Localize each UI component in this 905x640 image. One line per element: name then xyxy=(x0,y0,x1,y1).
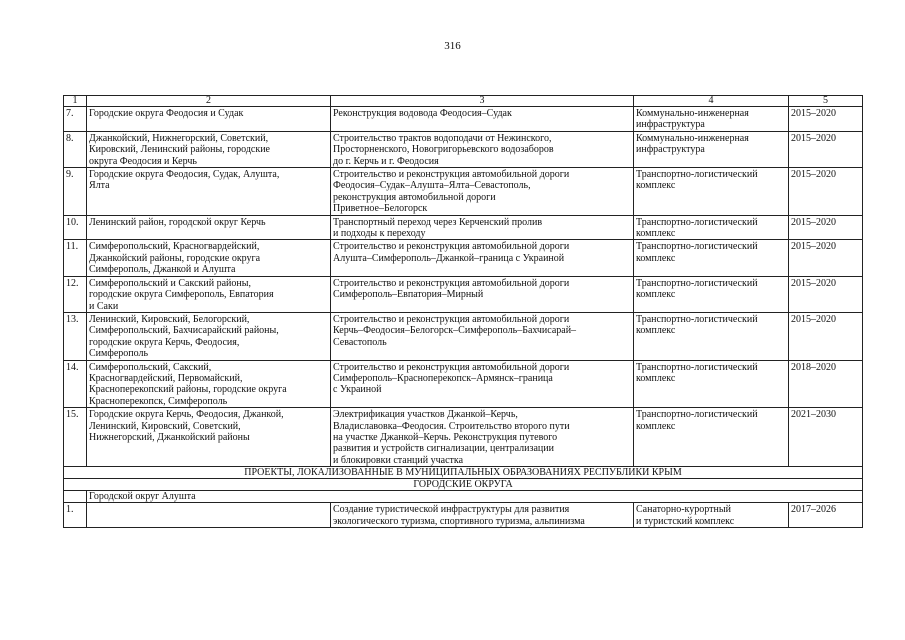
table-row xyxy=(64,312,863,360)
period-cell: 2015–2020 xyxy=(789,131,863,167)
period-cell: 2015–2020 xyxy=(789,107,863,132)
project-cell: Создание туристической инфраструктуры для развития экологического туризма, спортивного туризма, альпинизма xyxy=(331,503,634,528)
sector-cell: Транспортно-логистический комплекс xyxy=(634,168,789,216)
territory-cell: Ленинский район, городской округ Керчь xyxy=(87,215,331,240)
table-row xyxy=(64,131,863,167)
row-number: 7. xyxy=(64,107,87,132)
territory-cell: Городские округа Феодосия, Судак, Алушта, Ялта xyxy=(87,168,331,216)
group-label: Городской округ Алушта xyxy=(87,491,863,503)
projects-table xyxy=(63,95,863,528)
territory-cell: Городские округа Керчь, Феодосия, Джанкой, Ленинский, Кировский, Советский, Нижнегорский, Джанкойский районы xyxy=(87,408,331,467)
sector-cell: Коммунально-инженерная инфраструктура xyxy=(634,107,789,132)
sector-cell: Транспортно-логистический комплекс xyxy=(634,360,789,408)
period-cell: 2015–2020 xyxy=(789,215,863,240)
section-heading-row xyxy=(64,467,863,479)
column-header-5: 5 xyxy=(789,96,863,107)
table-row xyxy=(64,360,863,408)
sector-cell: Коммунально-инженерная инфраструктура xyxy=(634,131,789,167)
project-cell: Строительство и реконструкция автомобильной дороги Симферополь–Евпатория–Мирный xyxy=(331,276,634,312)
table-row xyxy=(64,215,863,240)
page-number: 316 xyxy=(444,40,461,52)
table-row xyxy=(64,276,863,312)
row-number: 15. xyxy=(64,408,87,467)
subsection-heading-row xyxy=(64,479,863,491)
territory-cell: Симферопольский, Сакский, Красногвардейский, Первомайский, Красноперекопский районы, городские округа Красноперекопск, Симферополь xyxy=(87,360,331,408)
row-number: 8. xyxy=(64,131,87,167)
sector-cell: Транспортно-логистический комплекс xyxy=(634,312,789,360)
sector-cell: Транспортно-логистический комплекс xyxy=(634,215,789,240)
row-number: 1. xyxy=(64,503,87,528)
sector-cell: Транспортно-логистический комплекс xyxy=(634,276,789,312)
group-row xyxy=(64,491,863,503)
column-header-3: 3 xyxy=(331,96,634,107)
column-header-2: 2 xyxy=(87,96,331,107)
territory-cell xyxy=(87,503,331,528)
table-row xyxy=(64,107,863,132)
territory-cell: Джанкойский, Нижнегорский, Советский, Кировский, Ленинский районы, городские округа Феодосия и Керчь xyxy=(87,131,331,167)
period-cell: 2021–2030 xyxy=(789,408,863,467)
sector-cell: Транспортно-логистический комплекс xyxy=(634,408,789,467)
table-row xyxy=(64,503,863,528)
territory-cell: Симферопольский, Красногвардейский, Джанкойский районы, городские округа Симферополь, Джанкой и Алушта xyxy=(87,240,331,276)
period-cell: 2015–2020 xyxy=(789,168,863,216)
section-heading: ПРОЕКТЫ, ЛОКАЛИЗОВАННЫЕ В МУНИЦИПАЛЬНЫХ ОБРАЗОВАНИЯХ РЕСПУБЛИКИ КРЫМ xyxy=(64,467,863,479)
column-number-header-row xyxy=(64,96,863,107)
territory-cell: Ленинский, Кировский, Белогорский, Симферопольский, Бахчисарайский районы, городские округа Керчь, Феодосия, Симферополь xyxy=(87,312,331,360)
group-empty-cell xyxy=(64,491,87,503)
project-cell: Реконструкция водовода Феодосия–Судак xyxy=(331,107,634,132)
row-number: 14. xyxy=(64,360,87,408)
row-number: 9. xyxy=(64,168,87,216)
period-cell: 2017–2026 xyxy=(789,503,863,528)
territory-cell: Городские округа Феодосия и Судак xyxy=(87,107,331,132)
row-number: 12. xyxy=(64,276,87,312)
sector-cell: Санаторно-курортный и туристский комплекс xyxy=(634,503,789,528)
territory-cell: Симферопольский и Сакский районы, городские округа Симферополь, Евпатория и Саки xyxy=(87,276,331,312)
table-row xyxy=(64,168,863,216)
project-cell: Транспортный переход через Керченский пролив и подходы к переходу xyxy=(331,215,634,240)
project-cell: Строительство и реконструкция автомобильной дороги Керчь–Феодосия–Белогорск–Симферополь–Бахчисарай– Севастополь xyxy=(331,312,634,360)
period-cell: 2015–2020 xyxy=(789,312,863,360)
row-number: 10. xyxy=(64,215,87,240)
column-header-4: 4 xyxy=(634,96,789,107)
period-cell: 2015–2020 xyxy=(789,276,863,312)
row-number: 11. xyxy=(64,240,87,276)
row-number: 13. xyxy=(64,312,87,360)
project-cell: Строительство и реконструкция автомобильной дороги Алушта–Симферополь–Джанкой–граница с Украиной xyxy=(331,240,634,276)
subsection-heading: ГОРОДСКИЕ ОКРУГА xyxy=(64,479,863,491)
table-row xyxy=(64,240,863,276)
project-cell: Строительство трактов водоподачи от Нежинского, Просторненского, Новогригорьевского водозаборов до г. Керчь и г. Феодосия xyxy=(331,131,634,167)
sector-cell: Транспортно-логистический комплекс xyxy=(634,240,789,276)
period-cell: 2018–2020 xyxy=(789,360,863,408)
column-header-1: 1 xyxy=(64,96,87,107)
project-cell: Строительство и реконструкция автомобильной дороги Феодосия–Судак–Алушта–Ялта–Севастополь, реконструкция автомобильной дороги Приветное–Белогорск xyxy=(331,168,634,216)
project-cell: Электрификация участков Джанкой–Керчь, Владиславовка–Феодосия. Строительство второго пути на участке Джанкой–Керчь. Реконструкция путевого развития и устройств сигнализации, централизации и блокировки станций участка xyxy=(331,408,634,467)
project-cell: Строительство и реконструкция автомобильной дороги Симферополь–Красноперекопск–Армянск–граница с Украиной xyxy=(331,360,634,408)
table-row xyxy=(64,408,863,467)
period-cell: 2015–2020 xyxy=(789,240,863,276)
